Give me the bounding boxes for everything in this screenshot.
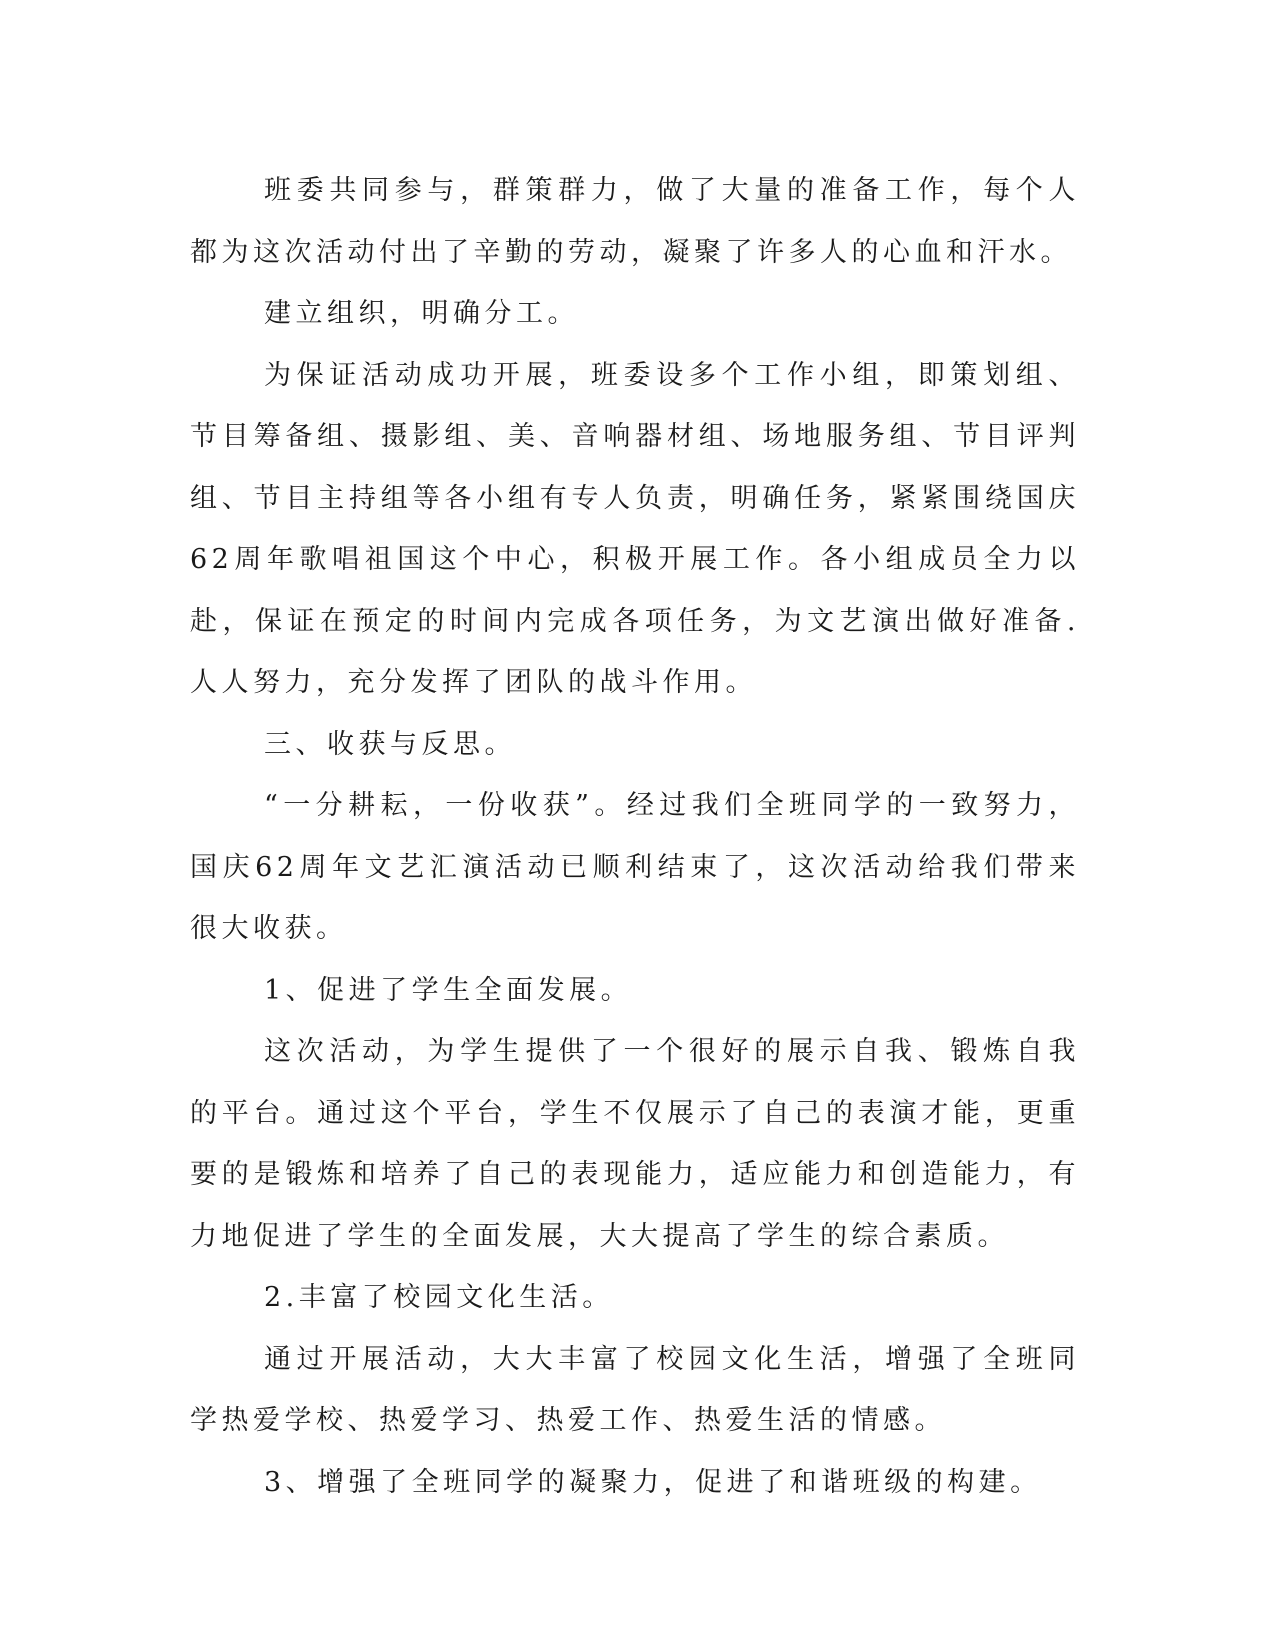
subheading-campus-culture: 2.丰富了校园文化生活。 bbox=[264, 1282, 614, 1313]
paragraph-campus-culture: 通过开展活动，大大丰富了校园文化生活，增强了全班同学热爱学校、热爱学习、热爱工作、热爱生活的情感。 bbox=[190, 1343, 1080, 1436]
subheading-class-cohesion: 3、增强了全班同学的凝聚力，促进了和谐班级的构建。 bbox=[264, 1466, 1042, 1498]
section-heading-harvest-reflection: 三、收获与反思。 bbox=[264, 728, 516, 760]
paragraph-student-development: 这次活动，为学生提供了一个很好的展示自我、锻炼自我的平台。通过这个平台，学生不仅展示了自己的表演才能，更重要的是锻炼和培养了自己的表现能力，适应能力和创造能力，有力地促进了学生的全面发展，大大提高了学生的综合素质。 bbox=[190, 1036, 1080, 1252]
paragraph-preparation: 班委共同参与，群策群力，做了大量的准备工作，每个人都为这次活动付出了辛勤的劳动，凝聚了许多人的心血和汗水。 bbox=[190, 175, 1080, 268]
subheading-student-development: 1、促进了学生全面发展。 bbox=[264, 974, 633, 1006]
document-body bbox=[190, 160, 1080, 1513]
paragraph-working-groups: 为保证活动成功开展，班委设多个工作小组，即策划组、节目筹备组、摄影组、美、音响器材组、场地服务组、节目评判组、节目主持组等各小组有专人负责，明确任务，紧紧围绕国庆62周年歌唱祖国这个中心，积极开展工作。各小组成员全力以赴，保证在预定的时间内完成各项任务，为文艺演出做好准备.人人努力，充分发挥了团队的战斗作用。 bbox=[190, 359, 1080, 698]
paragraph-harvest-summary: “一分耕耘，一份收获”。经过我们全班同学的一致努力，国庆62周年文艺汇演活动已顺利结束了，这次活动给我们带来很大收获。 bbox=[190, 790, 1080, 944]
paragraph-organization-heading: 建立组织，明确分工。 bbox=[264, 298, 579, 329]
